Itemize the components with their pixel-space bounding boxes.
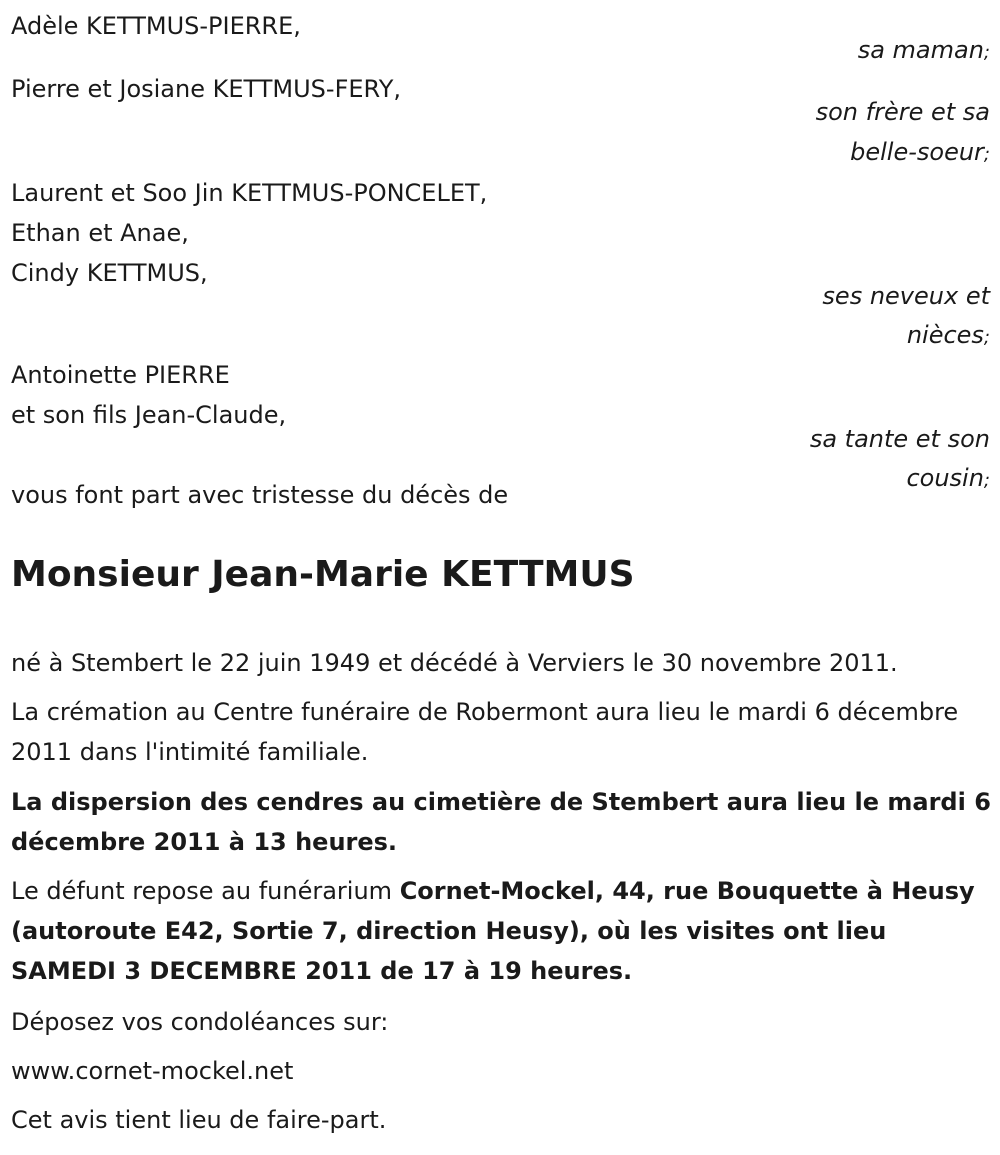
nephew-relation-line-2: nièces; — [906, 321, 990, 349]
nephew-name-1: Laurent et Soo Jin KETTMUS-PONCELET, — [11, 179, 488, 207]
dispersion-info: La dispersion des cendres au cimetière de Stembert aura lieu le mardi 6 décembre 2011 à 13 heures. — [11, 788, 991, 856]
cremation-info: La crémation au Centre funéraire de Robermont aura lieu le mardi 6 décembre 2011 dans l'intimité familiale. — [11, 698, 959, 766]
aunt-son-name: et son fils Jean-Claude, — [11, 401, 287, 429]
mother-relation: sa maman; — [857, 36, 990, 64]
repose-details: Cornet-Mockel, 44, rue Bouquette à Heusy (autoroute E42, Sortie 7, direction Heusy), où les visites ont lieu SAMEDI 3 DECEMBRE 2011 de 17 à 19 heures. — [11, 877, 975, 985]
mother-name: Adèle KETTMUS-PIERRE, — [11, 12, 301, 40]
aunt-relation-line-1: sa tante et son — [809, 425, 990, 453]
deceased-name: Monsieur Jean-Marie KETTMUS — [11, 554, 635, 595]
nephew-relation-line-1: ses neveux et — [822, 282, 990, 310]
aunt-name: Antoinette PIERRE — [11, 361, 230, 389]
birth-death-info: né à Stembert le 22 juin 1949 et décédé à Verviers le 30 novembre 2011. — [11, 649, 898, 677]
website-link[interactable]: www.cornet-mockel.net — [11, 1057, 294, 1085]
repose-info — [11, 871, 991, 991]
nephew-name-3: Cindy KETTMUS, — [11, 259, 208, 287]
brother-relation-line-2: belle-soeur; — [850, 138, 990, 166]
notice-text: Cet avis tient lieu de faire-part. — [11, 1106, 387, 1134]
brother-relation-line-1: son frère et sa — [815, 98, 990, 126]
brother-name: Pierre et Josiane KETTMUS-FERY, — [11, 75, 401, 103]
announcement-intro: vous font part avec tristesse du décès de — [11, 481, 509, 509]
nephew-name-2: Ethan et Anae, — [11, 219, 189, 247]
repose-intro: Le défunt repose au funérarium — [11, 877, 400, 905]
condolences-label: Déposez vos condoléances sur: — [11, 1008, 389, 1036]
aunt-relation-line-2: cousin; — [906, 464, 990, 492]
